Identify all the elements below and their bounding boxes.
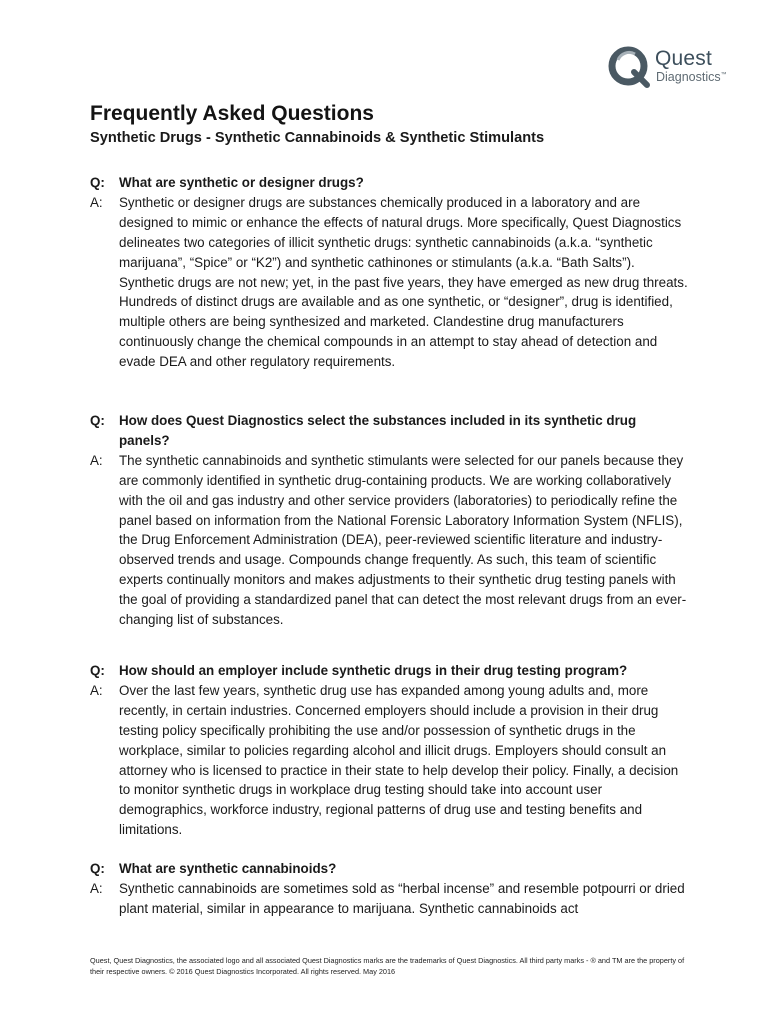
faq-item-3: [90, 661, 690, 840]
quest-logo-mark-icon: [607, 44, 651, 88]
legal-footer: Quest, Quest Diagnostics, the associated logo and all associated Quest Diagnostics marks are the trademarks of Quest Diagnostics. All third party marks - ® and TM are the property of their respective owners. © 2016 Quest Diagnostics Incorporated. All rights reserved. May 2016: [90, 956, 685, 976]
faq-question: [90, 661, 690, 681]
logo-wordmark: Quest: [655, 47, 713, 70]
faq-answer: [90, 193, 690, 372]
answer-text: Synthetic or designer drugs are substances chemically produced in a laboratory and are designed to mimic or enhance the effects of natural drugs. More specifically, Quest Diagnostics delineates two categories of illicit synthetic drugs: synthetic cannabinoids (a.k.a. “synthetic marijuana”, “Spice” or “K2”) and synthetic cathinones or stimulants (a.k.a. “Bath Salts”). Synthetic drugs are not new; yet, in the past five years, they have emerged as new drug threats. Hundreds of distinct drugs are available and as one synthetic, or “designer”, drug is identified, multiple others are being synthesized and marketed. Clandestine drug manufacturers continuously change the chemical compounds in an attempt to stay ahead of detection and evade DEA and other regulatory requirements.: [119, 194, 688, 370]
faq-question: [90, 173, 690, 193]
question-text: How does Quest Diagnostics select the substances included in its synthetic drug panels?: [119, 413, 637, 448]
faq-answer: [90, 879, 690, 919]
question-label: Q:: [90, 861, 105, 876]
faq-item-2: [90, 411, 690, 630]
logo-subtitle-text: Diagnostics: [656, 70, 721, 84]
faq-item-4: [90, 859, 690, 919]
question-label: Q:: [90, 663, 105, 678]
question-label: Q:: [90, 413, 105, 428]
faq-question: [90, 859, 690, 879]
question-label: Q:: [90, 175, 105, 190]
answer-label: A:: [90, 682, 103, 698]
answer-label: A:: [90, 452, 103, 468]
question-text: What are synthetic or designer drugs?: [119, 175, 364, 190]
question-text: How should an employer include synthetic drugs in their drug testing program?: [119, 663, 628, 678]
page-subtitle: Synthetic Drugs - Synthetic Cannabinoids & Synthetic Stimulants: [90, 130, 545, 146]
answer-label: A:: [90, 194, 103, 210]
answer-text: Over the last few years, synthetic drug use has expanded among young adults and, more recently, in certain industries. Concerned employers should include a provision in their drug testing policy specifically prohibiting the use and/or possession of synthetic drugs in the workplace, similar to policies regarding alcohol and illicit drugs. Employers should consult an attorney who is licensed to practice in their state to help develop their policy. Finally, a decision to monitor synthetic drugs in workplace drug testing should take into account user demographics, workforce industry, regional patterns of drug use and testing benefits and limitations.: [119, 682, 679, 838]
faq-item-1: [90, 173, 690, 372]
faq-answer: [90, 681, 690, 840]
answer-label: A:: [90, 880, 103, 896]
logo-tm: ™: [720, 71, 727, 78]
answer-text: The synthetic cannabinoids and synthetic stimulants were selected for our panels because they are commonly identified in synthetic drug-containing products. We are working collaboratively with the oil and gas industry and other service providers (laboratories) to periodically refine the panel based on information from the National Forensic Laboratory Information System (NFLIS), the Drug Enforcement Administration (DEA), peer-reviewed scientific literature and industry-observed trends and usage. Compounds change frequently. As such, this team of scientific experts continually monitors and makes adjustments to their synthetic drug testing panels with the goal of providing a standardized panel that can detect the most relevant drugs from an ever-changing list of substances.: [119, 452, 687, 628]
faq-question: [90, 411, 690, 451]
question-text: What are synthetic cannabinoids?: [119, 861, 337, 876]
page-title: Frequently Asked Questions: [90, 102, 374, 125]
faq-answer: [90, 451, 690, 630]
quest-logo: [607, 44, 747, 88]
logo-subtitle: [656, 70, 727, 84]
answer-text: Synthetic cannabinoids are sometimes sold as “herbal incense” and resemble potpourri or dried plant material, similar in appearance to marijuana. Synthetic cannabinoids act: [119, 880, 685, 916]
